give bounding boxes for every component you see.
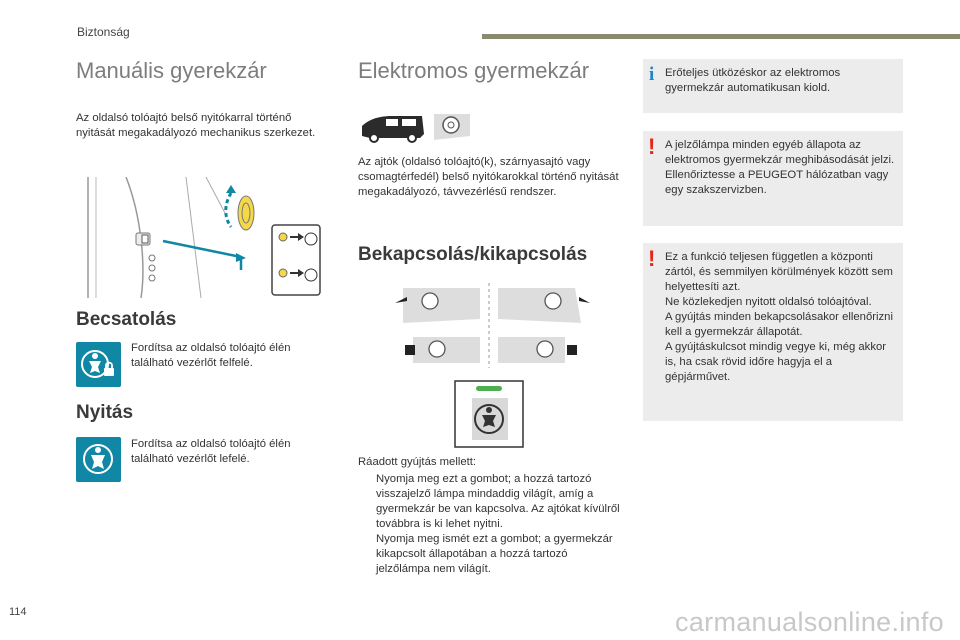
manual-lock-intro: Az oldalsó tolóajtó belső nyitókarral történő nyitását megakadályozó mechanikus szerkezet. [76,112,316,139]
unlock-heading: Nyitás [76,402,134,423]
warning-note [643,131,903,226]
child-lock-button-illustration [454,380,524,448]
child-lock-locked-icon [76,342,121,387]
ignition-note: Ráadott gyújtás mellett: [358,456,477,468]
info-note [643,59,903,113]
warning-icon: ! [648,134,656,159]
bullet-list [358,472,620,577]
dashboard-variants-illustration [395,283,590,368]
electric-lock-title: Elektromos gyermekzár [358,58,590,83]
electric-lock-intro: Az ajtók (oldalsó tolóajtó(k), szárnyasajtó vagy csomagtérfedél) belső nyitókarokkal történő nyitását megakadályozó, távvezérlésű rendszer. [358,156,619,198]
warning-icon: ! [648,246,656,271]
lock-heading: Becsatolás [76,309,177,330]
manual-lock-title: Manuális gyerekzár [76,58,267,83]
warning-note-text: A jelzőlámpa minden egyéb állapota az elektromos gyermekzár meghibásodását jelzi. Ellenőriztesse a PEUGEOT hálózatban vagy egy szakszervizben. [665,139,895,196]
child-lock-unlocked-icon [76,437,121,482]
van-steering-icon [358,110,473,144]
bullet-text: Nyomja meg ezt a gombot; a hozzá tartozó visszajelző lámpa mindaddig világít, amíg a gyermekzár be van kapcsolva. Az ajtókat kívülről továbbra is ki lehet nyitni. [376,473,620,530]
warning-note [643,243,903,421]
list-item [358,472,620,532]
watermark: carmanualsonline.info [675,607,944,637]
unlock-text: Fordítsa az oldalsó tolóajtó élén található vezérlőt lefelé. [131,438,291,465]
list-item [358,532,620,577]
page-number: 114 [9,606,27,618]
toggle-heading: Bekapcsolás/kikapcsolás [358,244,588,265]
info-note-text: Erőteljes ütközéskor az elektromos gyermekzár automatikusan kiold. [665,67,841,94]
section-divider [482,34,960,39]
bullet-text: Nyomja meg ismét ezt a gombot; a gyermekzár kikapcsolt állapotában a hozzá tartozó jelzőlámpa nem világít. [376,533,613,575]
info-icon: i [649,64,655,85]
warning-note-text: Ez a funkció teljesen független a központi zártól, és semmilyen körülmények között sem helyettesíti azt. Ne közlekedjen nyitott oldalsó tolóajtóval. A gyújtás minden bekapcsolásakor ellenőrizni kell a gyermekzár állapotát. A gyújtáskulcsot mindig vegye ki, még akkor is, ha csak rövid időre hagyja el a gépjárművet. [665,251,893,383]
door-edge-illustration [86,175,322,300]
lock-text: Fordítsa az oldalsó tolóajtó élén található vezérlőt felfelé. [131,342,291,369]
section-label: Biztonság [77,25,130,39]
